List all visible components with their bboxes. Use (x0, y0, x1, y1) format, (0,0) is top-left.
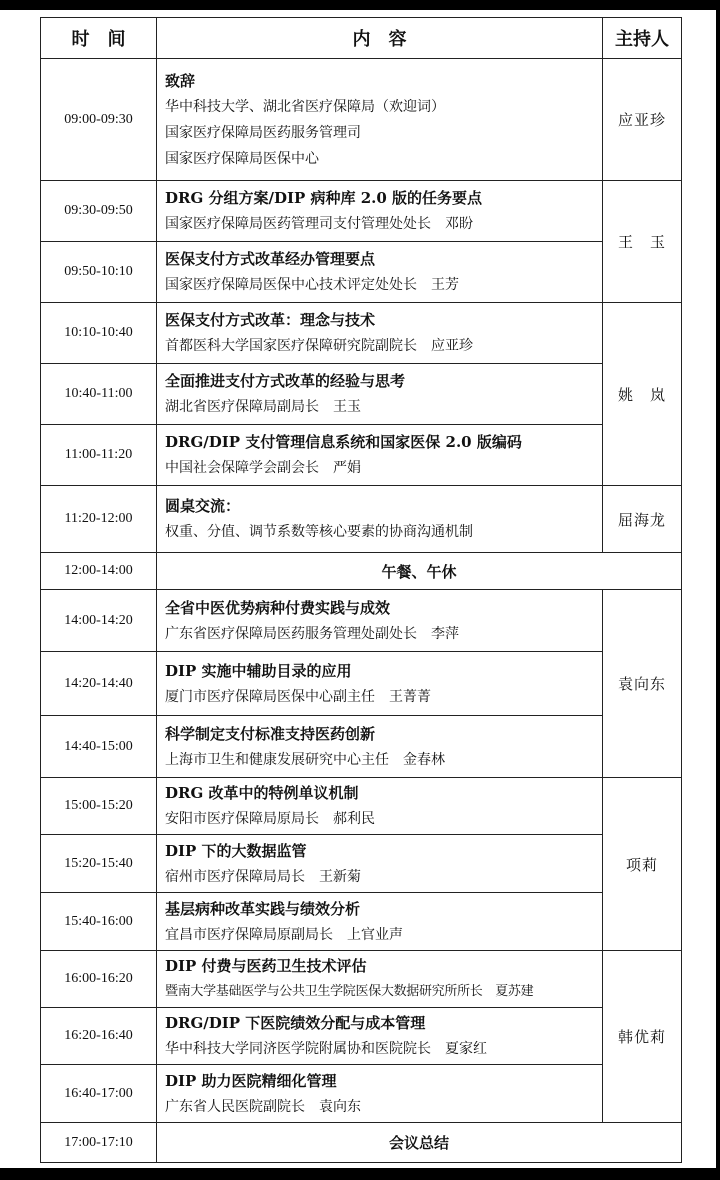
session-content (157, 1065, 603, 1123)
session-content (157, 778, 603, 835)
table-row (41, 1123, 682, 1163)
session-speaker: 广东省人民医院副院长 袁向东 (165, 1098, 361, 1115)
table-header-row (41, 18, 682, 59)
table-row (41, 716, 682, 778)
table-row (41, 590, 682, 652)
table-row (41, 303, 682, 364)
session-time: 10:10-10:40 (41, 303, 157, 364)
session-title: DRG/DIP 下医院绩效分配与成本管理 (165, 1014, 426, 1032)
table-row (41, 242, 682, 303)
session-content (157, 1008, 603, 1065)
lunch-break: 午餐、午休 (157, 553, 682, 590)
table-row (41, 835, 682, 893)
session-content (157, 951, 603, 1008)
session-time: 17:00-17:10 (41, 1123, 157, 1163)
session-content (157, 425, 603, 486)
session-time: 16:40-17:00 (41, 1065, 157, 1123)
session-speaker: 国家医疗保障局医药管理司支付管理处处长 邓盼 (165, 216, 473, 232)
session-title: 科学制定支付标准支持医药创新 (165, 724, 376, 743)
table-row (41, 1065, 682, 1123)
session-time: 14:00-14:20 (41, 590, 157, 652)
session-speaker: 中国社会保障学会副会长 严娟 (165, 460, 361, 476)
host-cell: 袁向东 (603, 590, 682, 778)
session-time: 16:20-16:40 (41, 1008, 157, 1065)
session-title: DIP 实施中辅助目录的应用 (165, 661, 352, 680)
session-time: 14:40-15:00 (41, 716, 157, 778)
session-speaker: 安阳市医疗保障局原局长 郝利民 (165, 811, 375, 827)
session-speaker: 权重、分值、调节系数等核心要素的协商沟通机制 (165, 524, 473, 540)
session-time: 11:20-12:00 (41, 486, 157, 553)
session-speaker: 国家医疗保障局医保中心技术评定处处长 王芳 (165, 277, 459, 293)
session-time: 14:20-14:40 (41, 652, 157, 716)
session-time: 09:00-09:30 (41, 59, 157, 181)
session-title: 全省中医优势病种付费实践与成效 (165, 598, 391, 617)
session-content (157, 59, 603, 181)
table-row (41, 951, 682, 1008)
session-time: 09:30-09:50 (41, 181, 157, 242)
session-title: DIP 下的大数据监管 (165, 841, 307, 860)
session-content (157, 893, 603, 951)
session-time: 09:50-10:10 (41, 242, 157, 303)
session-time: 15:00-15:20 (41, 778, 157, 835)
table-row (41, 893, 682, 951)
session-content (157, 716, 603, 778)
session-content (157, 364, 603, 425)
table-row (41, 59, 682, 181)
session-title: DIP 助力医院精细化管理 (165, 1071, 337, 1090)
header-content: 内 容 (157, 18, 603, 59)
session-time: 16:00-16:20 (41, 951, 157, 1008)
session-speaker: 宜昌市医疗保障局原副局长 上官业声 (165, 926, 403, 943)
session-content (157, 835, 603, 893)
top-border-bar (0, 0, 720, 10)
session-content (157, 652, 603, 716)
session-line: 国家医疗保障局医药服务管理司 (165, 124, 361, 141)
session-speaker: 湖北省医疗保障局副局长 王玉 (165, 399, 361, 415)
session-content (157, 486, 603, 553)
session-title: 全面推进支付方式改革的经验与思考 (165, 372, 406, 390)
table-row (41, 181, 682, 242)
session-title: 医保支付方式改革经办管理要点 (165, 250, 376, 268)
session-content (157, 303, 603, 364)
session-speaker: 上海市卫生和健康发展研究中心主任 金春林 (165, 751, 445, 768)
header-time: 时 间 (41, 18, 157, 59)
host-cell: 应亚珍 (603, 59, 682, 181)
session-line: 华中科技大学、湖北省医疗保障局（欢迎词） (165, 98, 445, 115)
host-cell: 项莉 (603, 778, 682, 951)
table-row (41, 486, 682, 553)
session-time: 11:00-11:20 (41, 425, 157, 486)
host-cell: 韩优莉 (603, 951, 682, 1123)
right-border-strip (716, 10, 720, 1168)
host-cell: 姚 岚 (603, 303, 682, 486)
session-title: DRG 改革中的特例单议机制 (165, 784, 359, 802)
session-time: 15:20-15:40 (41, 835, 157, 893)
table-row (41, 553, 682, 590)
table-row (41, 364, 682, 425)
session-title: 圆桌交流： (165, 497, 241, 515)
table-row (41, 1008, 682, 1065)
closing-summary: 会议总结 (157, 1123, 682, 1163)
table-row (41, 652, 682, 716)
session-content (157, 181, 603, 242)
session-content (157, 590, 603, 652)
session-speaker: 厦门市医疗保障局医保中心副主任 王菁菁 (165, 688, 431, 705)
session-title: DRG 分组方案/DIP 病种库 2.0 版的任务要点 (165, 189, 483, 207)
schedule-table (40, 17, 682, 1163)
session-line: 国家医疗保障局医保中心 (165, 150, 319, 167)
session-title: 致辞 (165, 71, 196, 90)
host-cell: 屈海龙 (603, 486, 682, 553)
session-time: 12:00-14:00 (41, 553, 157, 590)
session-title: 基层病种改革实践与绩效分析 (165, 899, 361, 918)
session-time: 10:40-11:00 (41, 364, 157, 425)
table-row (41, 778, 682, 835)
header-host: 主持人 (603, 18, 682, 59)
session-content (157, 242, 603, 303)
session-speaker: 暨南大学基础医学与公共卫生学院医保大数据研究所所长 夏苏建 (165, 984, 534, 999)
session-title: DRG/DIP 支付管理信息系统和国家医保 2.0 版编码 (165, 433, 522, 451)
session-speaker: 宿州市医疗保障局局长 王新菊 (165, 868, 361, 885)
session-time: 15:40-16:00 (41, 893, 157, 951)
session-title: DIP 付费与医药卫生技术评估 (165, 957, 367, 975)
session-speaker: 首都医科大学国家医疗保障研究院副院长 应亚珍 (165, 338, 473, 354)
bottom-border-bar (0, 1168, 720, 1180)
session-speaker: 广东省医疗保障局医药服务管理处副处长 李萍 (165, 625, 459, 642)
table-row (41, 425, 682, 486)
host-cell: 王 玉 (603, 181, 682, 303)
session-title: 医保支付方式改革：理念与技术 (165, 311, 376, 329)
session-speaker: 华中科技大学同济医学院附属协和医院院长 夏家红 (165, 1041, 487, 1057)
